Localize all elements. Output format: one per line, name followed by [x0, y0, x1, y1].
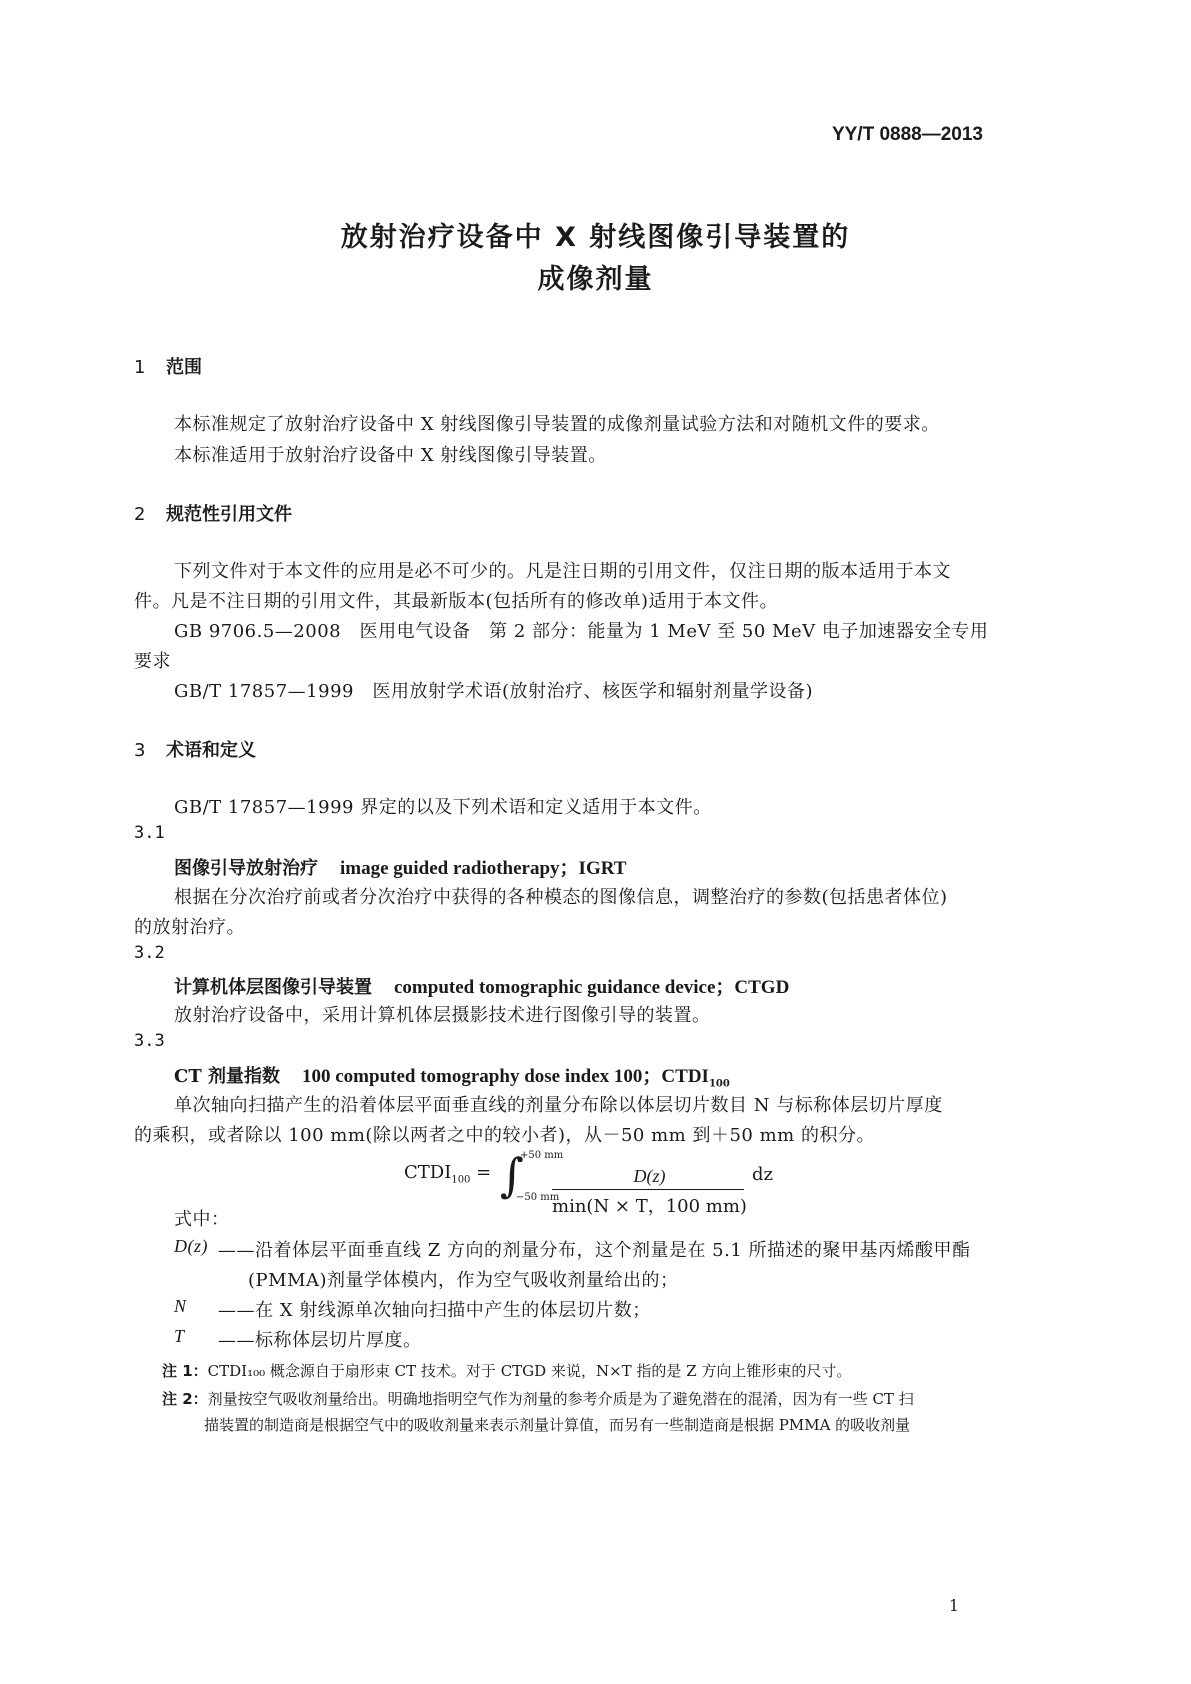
numerator: D(z)	[633, 1166, 666, 1186]
term-heading	[174, 853, 626, 880]
reference-item: GB/T 17857—1999 医用放射学术语(放射治疗、核医学和辐射剂量学设备)	[174, 681, 814, 702]
formula	[404, 1162, 491, 1186]
section-title: 范围	[166, 357, 202, 378]
formula-fraction	[552, 1166, 747, 1218]
document-title-line1: 放射治疗设备中 X 射线图像引导装置的	[340, 222, 851, 253]
term-subscript: 100	[708, 1078, 730, 1090]
note-text: CTDI₁₀₀ 概念源自于扇形束 CT 技术。对于 CTGD 来说，N×T 指的是 Z 方向上锥形束的尺寸。	[207, 1362, 852, 1380]
document-title-line2: 成像剂量	[537, 264, 654, 295]
term-cn: CT 剂量指数	[174, 1066, 280, 1087]
term-number: 3.1	[134, 823, 165, 843]
var-d-desc: ——沿着体层平面垂直线 Z 方向的剂量分布，这个剂量是在 5.1 所描述的聚甲基丙烯酸甲酯	[218, 1240, 971, 1261]
term-definition-cont: 的乘积，或者除以 100 mm(除以两者之中的较小者)，从－50 mm 到＋50 mm 的积分。	[134, 1125, 875, 1146]
term-number: 3.2	[134, 943, 165, 963]
section-number: 2	[134, 504, 146, 525]
term-heading	[174, 1061, 730, 1090]
note-2	[162, 1388, 914, 1409]
paragraph: 本标准适用于放射治疗设备中 X 射线图像引导装置。	[174, 445, 607, 466]
note-text: 剂量按空气吸收剂量给出。明确地指明空气作为剂量的参考介质是为了避免潜在的混淆，因为有一些 CT 扫	[207, 1390, 914, 1408]
integral-sign-icon: ∫	[500, 1148, 524, 1202]
note-2-cont: 描装置的制造商是根据空气中的吸收剂量来表示剂量计算值，而另有一些制造商是根据 PMMA 的吸收剂量	[204, 1416, 911, 1434]
paragraph: 本标准规定了放射治疗设备中 X 射线图像引导装置的成像剂量试验方法和对随机文件的要求。	[174, 414, 940, 435]
integral-upper-limit: +50 mm	[520, 1150, 564, 1161]
note-label: 注 1：	[162, 1362, 208, 1380]
var-d-desc-cont: (PMMA)剂量学体模内，作为空气吸收剂量给出的；	[248, 1270, 679, 1291]
formula-lhs: CTDI	[404, 1162, 452, 1183]
denominator: min(N × T，100 mm)	[552, 1196, 747, 1217]
term-definition: 单次轴向扫描产生的沿着体层平面垂直线的剂量分布除以体层切片数目 N 与标称体层切片厚度	[174, 1095, 943, 1116]
note-1	[162, 1360, 851, 1381]
term-heading	[174, 972, 789, 999]
integral-lower-limit: −50 mm	[516, 1192, 560, 1203]
fraction-bar	[552, 1189, 744, 1190]
var-d: D(z)	[174, 1236, 208, 1256]
term-definition-cont: 的放射治疗。	[134, 917, 245, 938]
differential: dz	[752, 1164, 774, 1185]
term-en: computed tomographic guidance device；CTGD	[394, 977, 790, 998]
term-definition: 根据在分次治疗前或者分次治疗中获得的各种模态的图像信息，调整治疗的参数(包括患者体位)	[174, 887, 948, 908]
var-n-desc: ——在 X 射线源单次轴向扫描中产生的体层切片数；	[218, 1300, 651, 1321]
term-number: 3.3	[134, 1031, 165, 1051]
standard-code: YY/T 0888—2013	[831, 124, 983, 145]
where-label: 式中：	[174, 1209, 230, 1230]
section-number: 1	[134, 357, 146, 378]
term-cn: 图像引导放射治疗	[174, 858, 318, 879]
var-n: N	[174, 1296, 187, 1316]
page-number: 1	[948, 1596, 959, 1615]
var-t-desc: ——标称体层切片厚度。	[218, 1330, 422, 1351]
reference-item: GB 9706.5—2008 医用电气设备 第 2 部分：能量为 1 MeV 至 50 MeV 电子加速器安全专用	[174, 621, 989, 642]
paragraph: GB/T 17857—1999 界定的以及下列术语和定义适用于本文件。	[174, 797, 712, 818]
section-title: 规范性引用文件	[166, 504, 292, 525]
term-en: image guided radiotherapy；IGRT	[340, 858, 627, 879]
var-t: T	[174, 1326, 185, 1346]
term-definition: 放射治疗设备中，采用计算机体层摄影技术进行图像引导的装置。	[174, 1005, 711, 1026]
reference-item-cont: 要求	[134, 651, 171, 672]
term-en: 100 computed tomography dose index 100；CTDI	[302, 1066, 709, 1087]
section-1-heading	[134, 353, 202, 379]
equals-sign: =	[476, 1162, 492, 1183]
term-cn: 计算机体层图像引导装置	[174, 977, 372, 998]
paragraph: 件。凡是不注日期的引用文件，其最新版本(包括所有的修改单)适用于本文件。	[134, 591, 779, 612]
section-2-heading	[134, 500, 292, 526]
section-3-heading	[134, 736, 256, 762]
section-number: 3	[134, 740, 146, 761]
paragraph: 下列文件对于本文件的应用是必不可少的。凡是注日期的引用文件，仅注日期的版本适用于本文	[174, 561, 951, 582]
formula-lhs-sub: 100	[451, 1174, 471, 1186]
section-title: 术语和定义	[166, 740, 256, 761]
note-label: 注 2：	[162, 1390, 208, 1408]
